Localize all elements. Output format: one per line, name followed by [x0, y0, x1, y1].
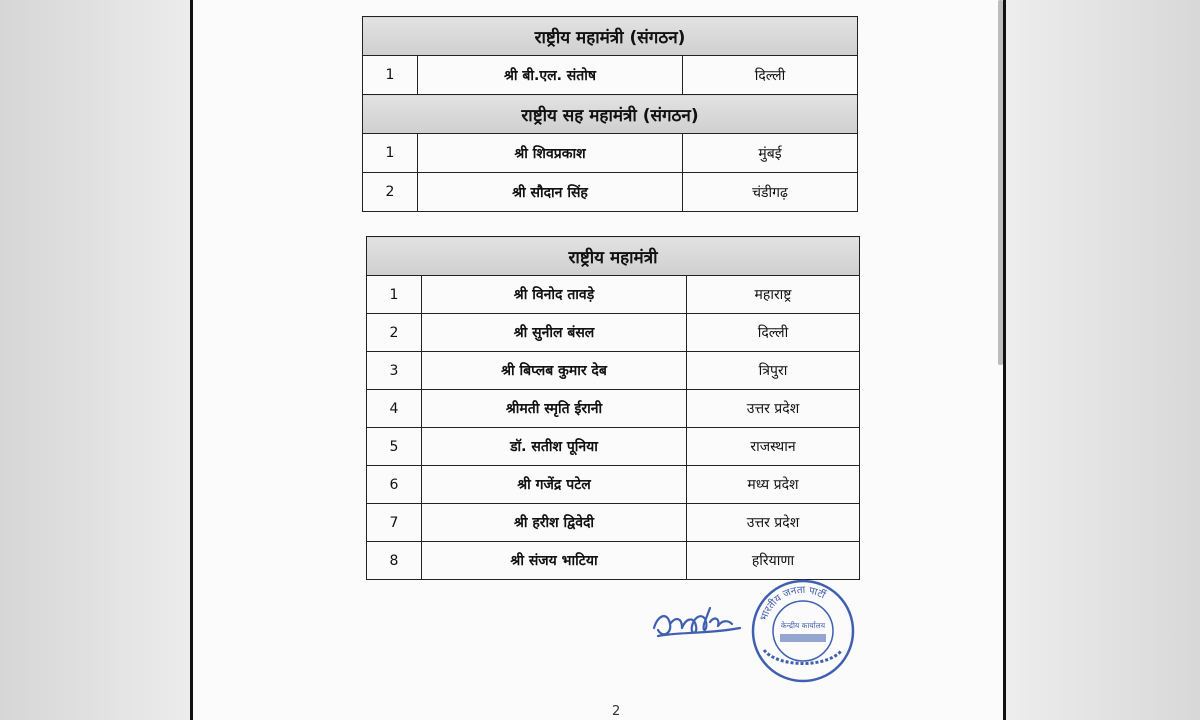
- member-state: महाराष्ट्र: [687, 276, 860, 314]
- table-row: [367, 314, 860, 352]
- background-right: [1006, 0, 1200, 720]
- table-row: [367, 504, 860, 542]
- row-number: 4: [367, 390, 422, 428]
- member-state: त्रिपुरा: [687, 352, 860, 390]
- member-name: श्री हरीश द्विवेदी: [422, 504, 687, 542]
- member-state: हरियाणा: [687, 542, 860, 580]
- member-state: उत्तर प्रदेश: [687, 504, 860, 542]
- member-name: श्री बी.एल. संतोष: [418, 56, 683, 95]
- row-number: 3: [367, 352, 422, 390]
- row-number: 6: [367, 466, 422, 504]
- table-row: [367, 428, 860, 466]
- section-title: राष्ट्रीय महामंत्री (संगठन): [363, 17, 858, 56]
- member-state: मुंबई: [683, 134, 858, 173]
- table-row: [367, 352, 860, 390]
- member-name: श्री विनोद तावड़े: [422, 276, 687, 314]
- member-name: श्री संजय भाटिया: [422, 542, 687, 580]
- table-row: [363, 134, 858, 173]
- party-seal-icon: [750, 578, 856, 684]
- row-number: 1: [367, 276, 422, 314]
- seal-text: भारतीय जनता पार्टी: [758, 584, 827, 623]
- table-organisation: [362, 16, 858, 212]
- table-row: [367, 542, 860, 580]
- member-state: दिल्ली: [683, 56, 858, 95]
- table-row: [363, 56, 858, 95]
- svg-text:भारतीय जनता पार्टी: [758, 585, 827, 623]
- member-name: श्रीमती स्मृति ईरानी: [422, 390, 687, 428]
- row-number: 2: [367, 314, 422, 352]
- page-number: 2: [612, 704, 621, 719]
- member-state: दिल्ली: [687, 314, 860, 352]
- table-row: [367, 276, 860, 314]
- table-row: [367, 390, 860, 428]
- member-name: श्री सुनील बंसल: [422, 314, 687, 352]
- member-state: उत्तर प्रदेश: [687, 390, 860, 428]
- member-name: श्री बिप्लब कुमार देब: [422, 352, 687, 390]
- member-state: चंडीगढ़: [683, 173, 858, 212]
- row-number: 2: [363, 173, 418, 212]
- member-state: राजस्थान: [687, 428, 860, 466]
- signature-icon: [648, 598, 748, 644]
- member-name: डॉ. सतीश पूनिया: [422, 428, 687, 466]
- table-general-secretaries: [366, 236, 860, 580]
- scrollbar[interactable]: [998, 0, 1003, 365]
- row-number: 8: [367, 542, 422, 580]
- row-number: 7: [367, 504, 422, 542]
- table-row: [367, 466, 860, 504]
- seal-office-text: केन्द्रीय कार्यालय: [780, 621, 826, 630]
- table-row: [363, 173, 858, 212]
- row-number: 5: [367, 428, 422, 466]
- member-name: श्री सौदान सिंह: [418, 173, 683, 212]
- row-number: 1: [363, 134, 418, 173]
- background-left: [0, 0, 190, 720]
- member-name: श्री गजेंद्र पटेल: [422, 466, 687, 504]
- section-title: राष्ट्रीय महामंत्री: [367, 237, 860, 276]
- row-number: 1: [363, 56, 418, 95]
- section-title: राष्ट्रीय सह महामंत्री (संगठन): [363, 95, 858, 134]
- member-state: मध्य प्रदेश: [687, 466, 860, 504]
- member-name: श्री शिवप्रकाश: [418, 134, 683, 173]
